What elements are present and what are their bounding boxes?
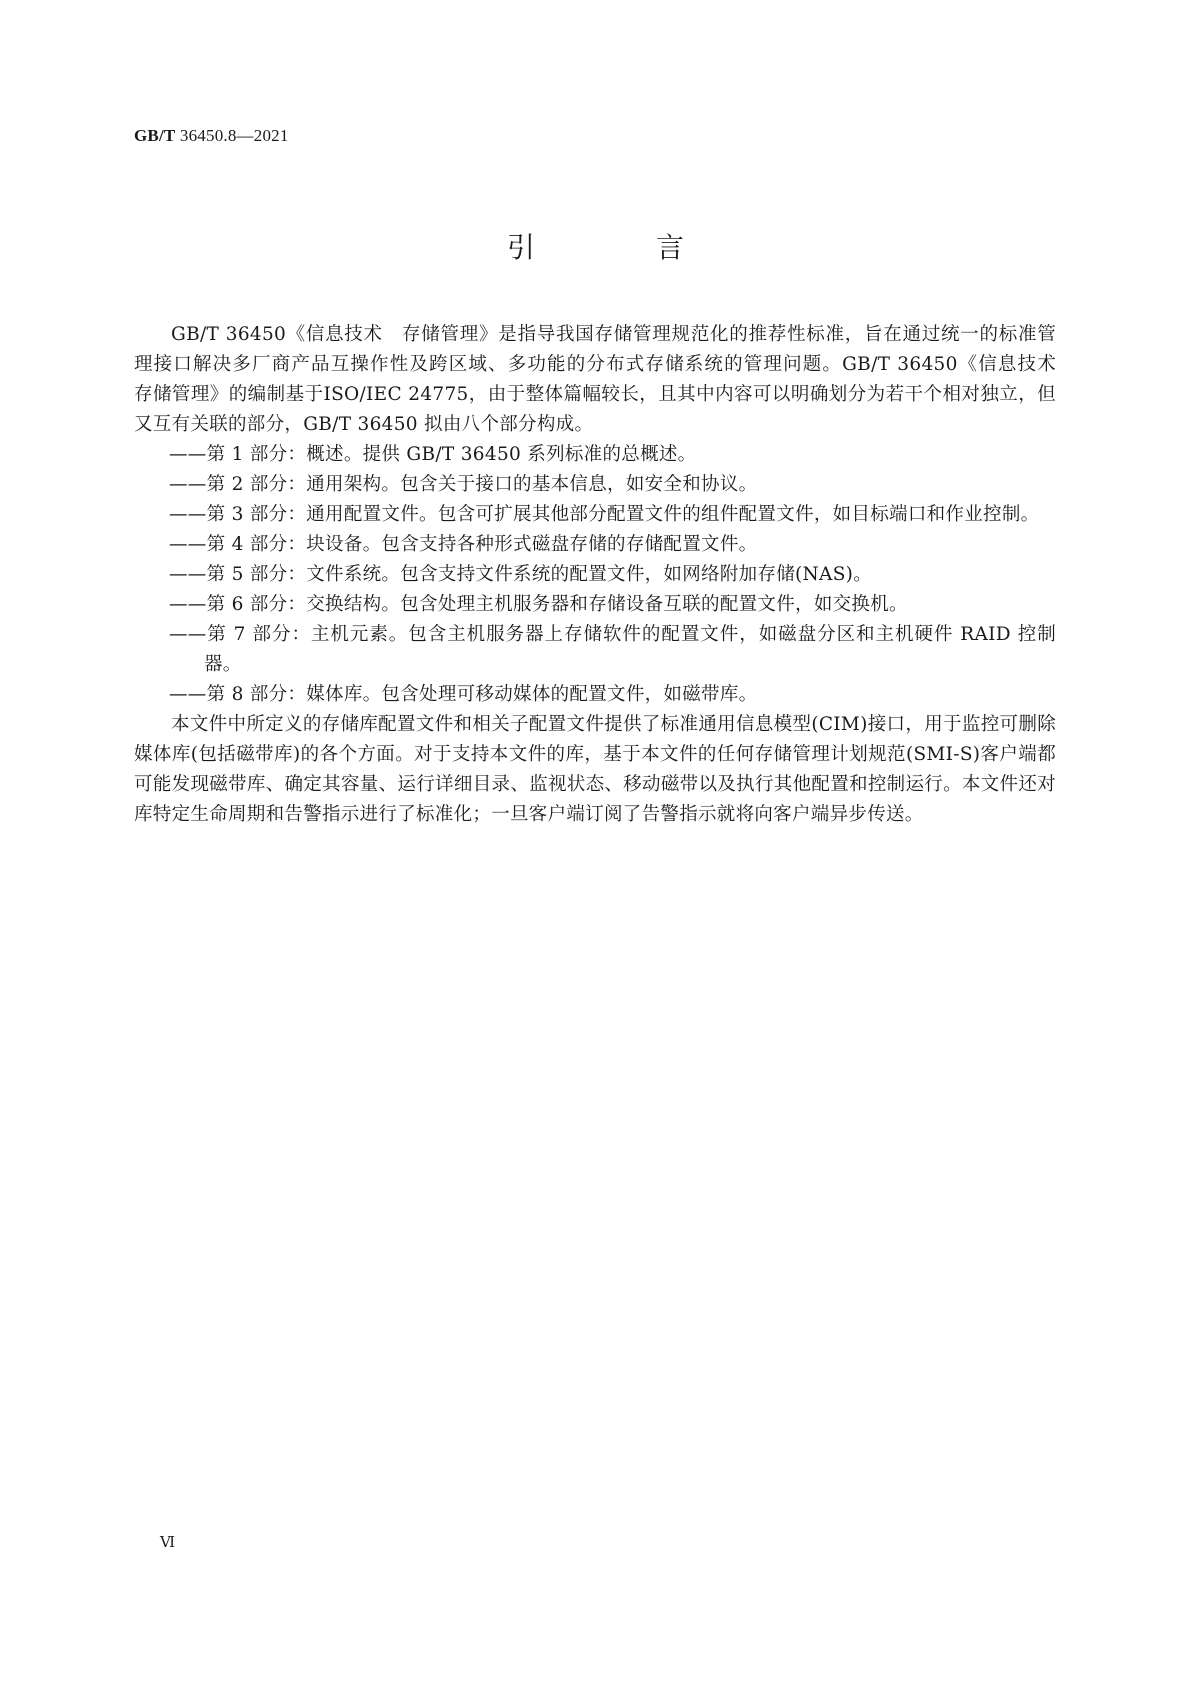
list-item-part-5: ——第 5 部分：文件系统。包含支持文件系统的配置文件，如网络附加存储(NAS)。 [169, 564, 872, 585]
standard-code [134, 126, 289, 146]
page-title: 引 言 [507, 231, 740, 264]
list-item-part-3: ——第 3 部分：通用配置文件。包含可扩展其他部分配置文件的组件配置文件，如目标端口和作业控制。 [169, 504, 1040, 525]
standard-code-prefix: GB/T [134, 126, 176, 145]
parts-list [134, 440, 1056, 710]
list-item-part-2: ——第 2 部分：通用架构。包含关于接口的基本信息，如安全和协议。 [169, 474, 758, 495]
list-item-part-8: ——第 8 部分：媒体库。包含处理可移动媒体的配置文件，如磁带库。 [169, 684, 758, 705]
closing-paragraph: 本文件中所定义的存储库配置文件和相关子配置文件提供了标准通用信息模型(CIM)接口，用于监控可删除媒体库(包括磁带库)的各个方面。对于支持本文件的库，基于本文件的任何存储管理计划规范(SMI-S)客户端都可能发现磁带库、确定其容量、运行详细目录、监视状态、移动磁带以及执行其他配置和控制运行。本文件还对库特定生命周期和告警指示进行了标准化；一旦客户端订阅了告警指示就将向客户端异步传送。 [134, 714, 1056, 825]
list-item-part-7: ——第 7 部分：主机元素。包含主机服务器上存储软件的配置文件，如磁盘分区和主机硬件 RAID 控制器。 [169, 624, 1056, 675]
list-item-part-6: ——第 6 部分：交换结构。包含处理主机服务器和存储设备互联的配置文件，如交换机。 [169, 594, 908, 615]
standard-code-number: 36450.8—2021 [179, 126, 289, 145]
intro-paragraph: GB/T 36450《信息技术 存储管理》是指导我国存储管理规范化的推荐性标准，旨在通过统一的标准管理接口解决多厂商产品互操作性及跨区域、多功能的分布式存储系统的管理问题。GB/T 36450《信息技术 存储管理》的编制基于ISO/IEC 24775，由于整体篇幅较长，且其中内容可以明确划分为若干个相对独立，但又互有关联的部分，GB/T 36450 拟由八个部分构成。 [134, 324, 1075, 435]
list-item-part-1: ——第 1 部分：概述。提供 GB/T 36450 系列标准的总概述。 [169, 444, 697, 465]
page-number: Ⅵ [160, 1535, 176, 1551]
document-body [134, 320, 1075, 830]
list-item-part-4: ——第 4 部分：块设备。包含支持各种形式磁盘存储的存储配置文件。 [169, 534, 758, 555]
